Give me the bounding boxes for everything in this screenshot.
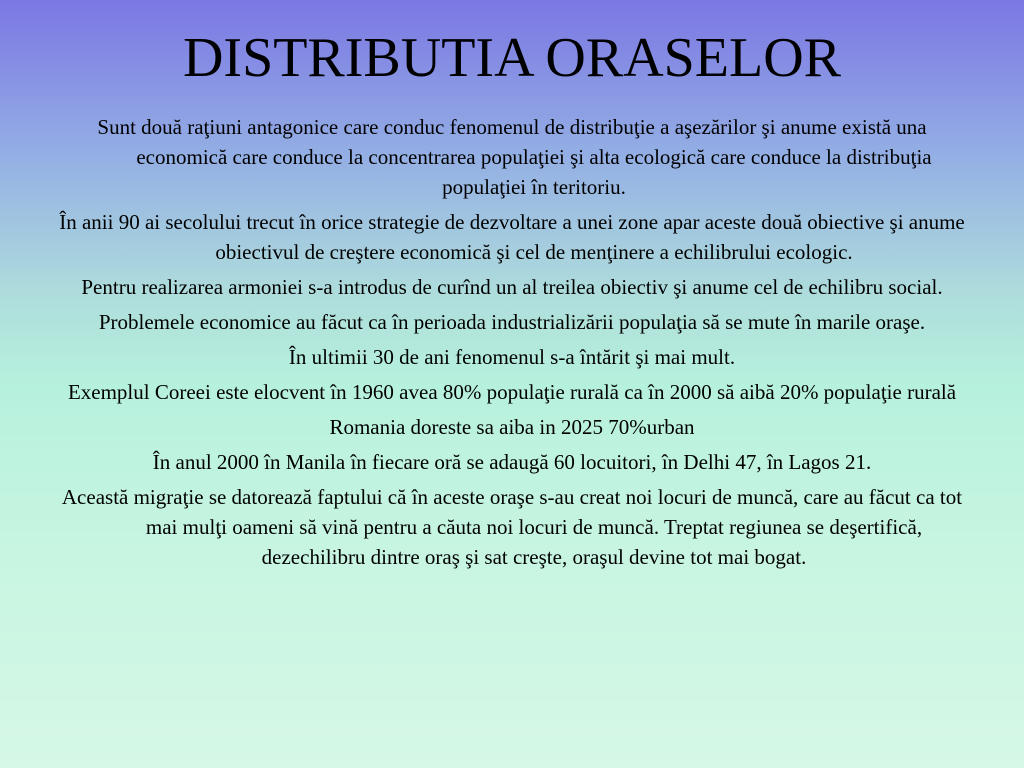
paragraph: Romania doreste sa aiba in 2025 70%urban	[329, 415, 695, 439]
paragraph: Această migraţie se datorează faptului că în aceste oraşe s-au creat noi locuri de muncă, care au făcut ca tot mai mulţi oameni să vină pentru a căuta noi locuri de muncă. Treptat regiunea se deşertifică, dezechilibru dintre oraş şi sat creşte, oraşul devine tot mai bogat.	[61, 485, 963, 569]
slide-body	[56, 112, 968, 577]
paragraph: În anii 90 ai secolului trecut în orice strategie de dezvoltare a unei zone apar aceste două obiective şi anume obiectivul de creştere economică şi cel de menţinere a echilibrului ecologic.	[59, 210, 965, 264]
paragraph: În ultimii 30 de ani fenomenul s-a întărit şi mai mult.	[288, 345, 736, 369]
slide-title: DISTRIBUTIA ORASELOR	[182, 27, 842, 89]
paragraph: În anul 2000 în Manila în fiecare oră se adaugă 60 locuitori, în Delhi 47, în Lagos 21.	[152, 450, 872, 474]
paragraph: Sunt două raţiuni antagonice care conduc fenomenul de distribuţie a aşezărilor şi anume există una economică care conduce la concentrarea populaţiei şi alta ecologică care conduce la distribuţia populaţiei în teritoriu.	[97, 115, 932, 199]
paragraph: Problemele economice au făcut ca în perioada industrializării populaţia să se mute în marile oraşe.	[98, 310, 926, 334]
paragraph: Pentru realizarea armoniei s-a introdus de curînd un al treilea obiectiv şi anume cel de echilibru social.	[81, 275, 943, 299]
paragraph: Exemplul Coreei este elocvent în 1960 avea 80% populaţie rurală ca în 2000 să aibă 20% populaţie rurală	[67, 380, 957, 404]
